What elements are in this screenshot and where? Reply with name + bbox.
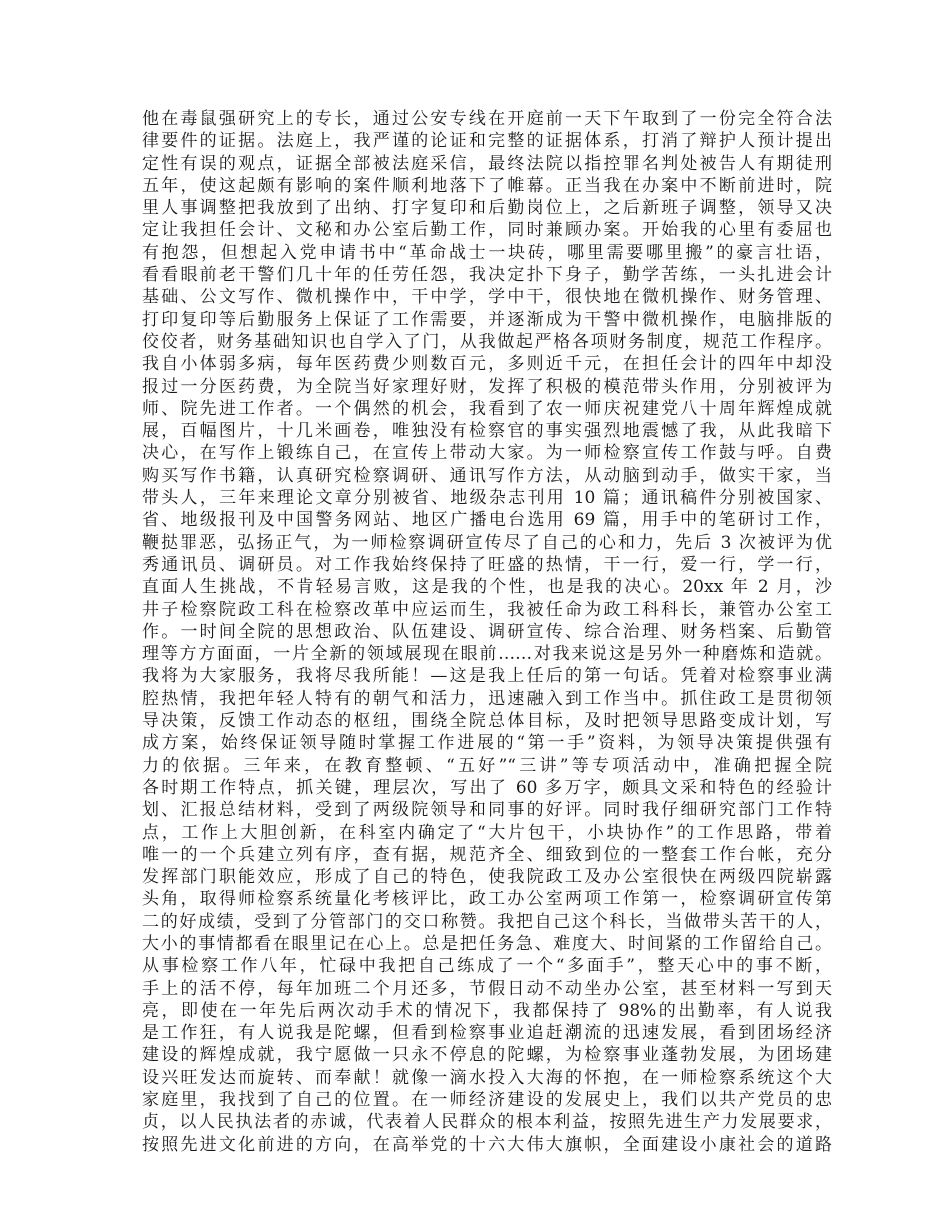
text-line: 有抱怨，但想起入党申请书中“革命战士一块砖，哪里需要哪里搬”的豪言壮语， [142, 242, 832, 263]
text-line: 二的好成绩，受到了分管部门的交口称赞。我把自己这个科长，当做带头苦干的人， [142, 911, 832, 932]
text-line: 打印复印等后勤服务上保证了工作需要，并逐渐成为干警中微机操作，电脑排版的 [142, 309, 832, 330]
text-line: 腔热情，我把年轻人特有的朝气和活力，迅速融入到工作当中。抓住政工是贯彻领 [142, 688, 832, 709]
text-line: 点，工作上大胆创新，在科室内确定了“大片包干，小块协作”的工作思路，带着 [142, 822, 832, 843]
text-line: 贞，以人民执法者的赤诚，代表着人民群众的根本利益，按照先进生产力发展要求， [142, 1112, 832, 1133]
text-line: 发挥部门职能效应，形成了自己的特色，使我院政工及办公室很快在两级四院崭露 [142, 867, 832, 888]
text-line: 大小的事情都看在眼里记在心上。总是把任务急、难度大、时间紧的工作留给自己。 [142, 933, 832, 954]
text-line: 购买写作书籍，认真研究检察调研、通讯写作方法，从动脑到动手，做实干家，当 [142, 465, 832, 486]
text-line: 划、汇报总结材料，受到了两级院领导和同事的好评。同时我仔细研究部门工作特 [142, 800, 832, 821]
text-line: 基础、公文写作、微机操作中，干中学，学中干，很快地在微机操作、财务管理、 [142, 287, 832, 308]
text-line: 决心，在写作上锻练自己，在宣传上带动大家。为一师检察宣传工作鼓与呼。自费 [142, 443, 832, 464]
text-line: 从事检察工作八年，忙碌中我把自己练成了一个“多面手”，整天心中的事不断， [142, 956, 832, 977]
text-line: 师、院先进工作者。一个偶然的机会，我看到了农一师庆祝建党八十周年辉煌成就 [142, 398, 832, 419]
text-line: 头角，取得师检察系统量化考核评比，政工办公室两项工作第一，检察调研宣传第 [142, 889, 832, 910]
text-line: 成方案，始终保证领导随时掌握工作进展的“第一手”资料，为领导决策提供强有 [142, 733, 832, 754]
text-line: 我自小体弱多病，每年医药费少则数百元，多则近千元，在担任会计的四年中却没 [142, 354, 832, 375]
text-line: 定让我担任会计、文秘和办公室后勤工作，同时兼顾办案。开始我的心里有委屈也 [142, 220, 832, 241]
text-line: 定性有误的观点，证据全部被法庭采信，最终法院以指控罪名判处被告人有期徒刑 [142, 153, 832, 174]
text-line: 是工作狂，有人说我是陀螺，但看到检察事业追赶潮流的迅速发展，看到团场经济 [142, 1023, 832, 1044]
text-line: 理等方方面面，一片全新的领域展现在眼前……对我来说这是另外一种磨炼和造就。 [142, 644, 832, 665]
text-line: 井子检察院政工科在检察改革中应运而生，我被任命为政工科科长，兼管办公室工 [142, 599, 832, 620]
text-line: 他在毒鼠强研究上的专长，通过公安专线在开庭前一天下午取到了一份完全符合法 [142, 109, 832, 129]
text-line: 省、地级报刊及中国警务网站、地区广播电台选用 69 篇，用手中的笔研讨工作， [142, 510, 832, 531]
text-line: 力的依据。三年来，在教育整顿、“五好”“三讲”等专项活动中，准确把握全院 [142, 755, 832, 776]
text-line: 律要件的证据。法庭上，我严谨的论证和完整的证据体系，打消了辩护人预计提出 [142, 131, 832, 152]
text-line: 展，百幅图片，十几米画卷，唯独没有检察官的事实强烈地震憾了我，从此我暗下 [142, 421, 832, 442]
text-line: 作。一时间全院的思想政治、队伍建设、调研宣传、综合治理、财务档案、后勤管 [142, 621, 832, 642]
text-line: 设兴旺发达而旋转、而奉献！就像一滴水投入大海的怀抱，在一师检察系统这个大 [142, 1067, 832, 1088]
text-line: 看看眼前老干警们几十年的任劳任怨，我决定扑下身子，勤学苦练，一头扎进会计 [142, 265, 832, 286]
text-line: 报过一分医药费，为全院当好家理好财，发挥了积极的模范带头作用，分别被评为 [142, 376, 832, 397]
text-line: 我将为大家服务，我将尽我所能！—这是我上任后的第一句话。凭着对检察事业满 [142, 666, 832, 687]
text-line: 里人事调整把我放到了出纳、打字复印和后勤岗位上，之后新班子调整，领导又决 [142, 198, 832, 219]
text-line: 唯一的一个兵建立列有序，查有据，规范齐全、细致到位的一整套工作台帐，充分 [142, 844, 832, 865]
text-line: 五年，使这起颇有影响的案件顺利地落下了帷幕。正当我在办案中不断前进时，院 [142, 175, 832, 196]
text-line: 按照先进文化前进的方向，在高举党的十六大伟大旗帜，全面建设小康社会的道路 [142, 1134, 832, 1155]
text-line: 导决策，反馈工作动态的枢纽，围绕全院总体目标，及时把领导思路变成计划，写 [142, 711, 832, 732]
text-line: 鞭挞罪恶，弘扬正气，为一师检察调研宣传尽了自己的心和力，先后 3 次被评为优 [142, 532, 832, 553]
text-line: 佼佼者，财务基础知识也自学入了门，从我做起严格各项财务制度，规范工作程序。 [142, 331, 832, 352]
text-line: 秀通讯员、调研员。对工作我始终保持了旺盛的热情，干一行，爱一行，学一行， [142, 554, 832, 575]
text-line: 各时期工作特点，抓关键，理层次，写出了 60 多万字，颇具文采和特色的经验计 [142, 777, 832, 798]
text-line: 家庭里，我找到了自己的位置。在一师经济建设的发展史上，我们以共产党员的忠 [142, 1090, 832, 1111]
text-line: 建设的辉煌成就，我宁愿做一只永不停息的陀螺，为检察事业蓬勃发展，为团场建 [142, 1045, 832, 1066]
text-line: 亮，即使在一年先后两次动手术的情况下，我都保持了 98%的出勤率，有人说我 [142, 1000, 832, 1021]
text-line: 手上的活不停，每年加班二个月还多，节假日动不动坐办公室，甚至材料一写到天 [142, 978, 832, 999]
text-line: 带头人，三年来理论文章分别被省、地级杂志刊用 10 篇；通讯稿件分别被国家、 [142, 488, 832, 509]
body-text [142, 108, 832, 1156]
text-line: 直面人生挑战，不肯轻易言败，这是我的个性，也是我的决心。20xx 年 2 月，沙 [142, 577, 832, 598]
